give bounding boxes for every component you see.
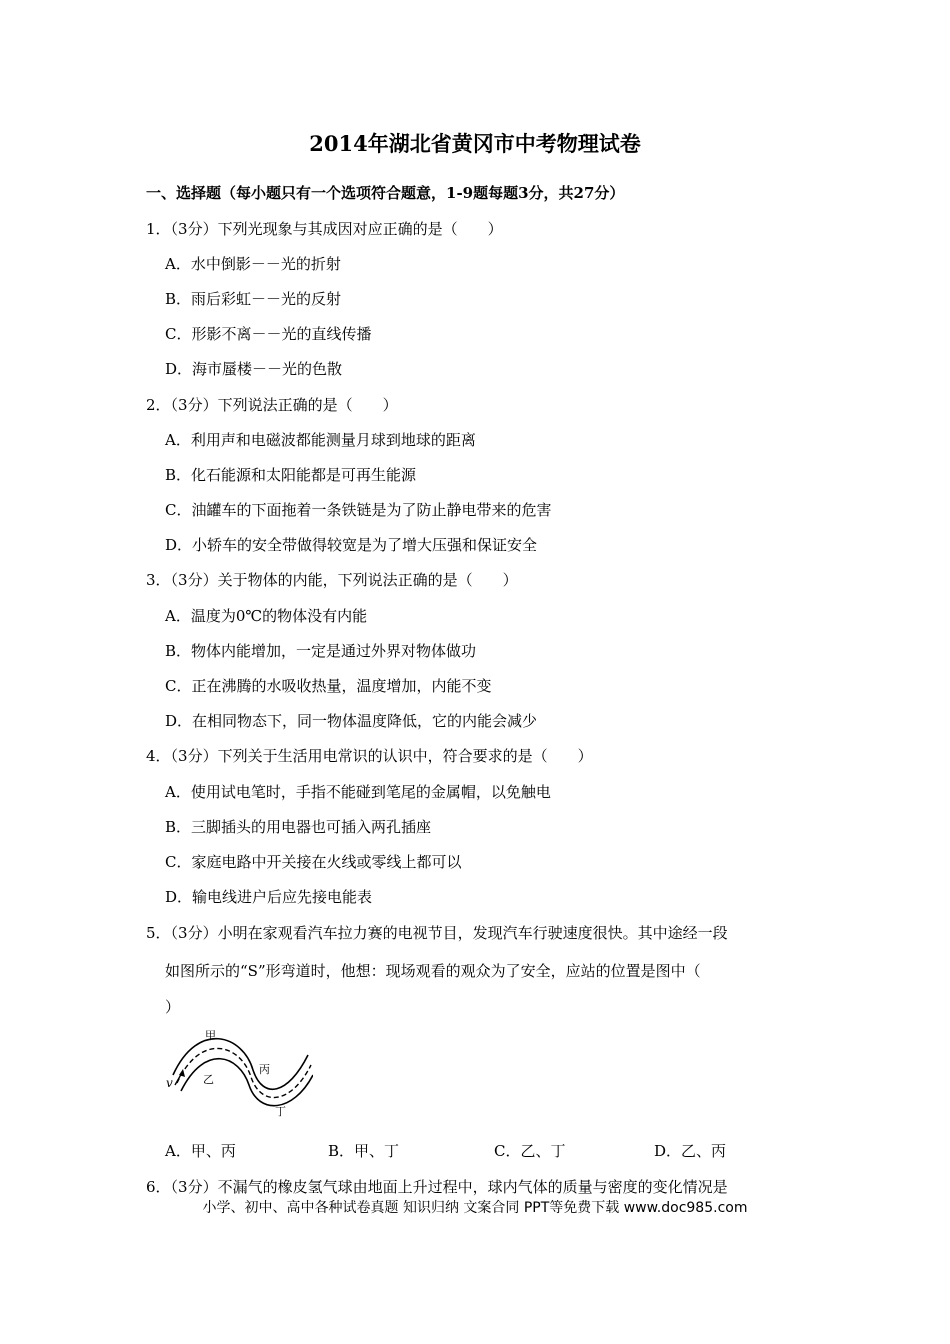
question-2-option-d: D．小轿车的安全带做得较宽是为了增大压强和保证安全 xyxy=(165,536,538,554)
question-5-stem-line-2: 如图所示的“S”形弯道时，他想：现场观看的观众为了安全，应站的位置是图中（ xyxy=(165,962,701,980)
page-footer: 小学、初中、高中各种试卷真题 知识归纳 文案合同 PPT等免费下载 www.doc985.com xyxy=(202,1200,748,1216)
question-5-option-b: B．甲、丁 xyxy=(328,1142,400,1160)
s-curve-road-diagram xyxy=(163,1025,313,1120)
question-2-stem: 2．（3分）下列说法正确的是（ ） xyxy=(146,396,398,414)
section-heading: 一、选择题（每小题只有一个选项符合题意，1-9题每题3分，共27分） xyxy=(146,184,625,202)
question-4-option-d: D．输电线进户后应先接电能表 xyxy=(165,888,373,906)
road-edge-outer xyxy=(173,1039,308,1090)
question-3-option-d: D．在相同物态下，同一物体温度降低，它的内能会减少 xyxy=(165,712,538,730)
road-edge-inner xyxy=(181,1059,313,1106)
question-1-stem: 1．（3分）下列光现象与其成因对应正确的是（ ） xyxy=(146,220,503,238)
label-jia: 甲 xyxy=(205,1029,216,1042)
question-3-stem: 3．（3分）关于物体的内能，下列说法正确的是（ ） xyxy=(146,571,518,589)
question-3-option-b: B．物体内能增加，一定是通过外界对物体做功 xyxy=(165,642,477,660)
question-3-option-c: C．正在沸腾的水吸收热量，温度增加，内能不变 xyxy=(165,677,492,695)
question-5-stem-line-3: ） xyxy=(165,998,181,1016)
question-1-option-c: C．形影不离－－光的直线传播 xyxy=(165,325,372,343)
label-bing: 丙 xyxy=(259,1063,270,1076)
question-4-option-b: B．三脚插头的用电器也可插入两孔插座 xyxy=(165,818,432,836)
question-4-option-c: C．家庭电路中开关接在火线或零线上都可以 xyxy=(165,853,462,871)
question-4-option-a: A．使用试电笔时，手指不能碰到笔尾的金属帽，以免触电 xyxy=(165,783,551,801)
question-1-option-d: D．海市蜃楼－－光的色散 xyxy=(165,360,343,378)
s-curve-road-figure xyxy=(163,1025,313,1124)
question-5-option-a: A．甲、丙 xyxy=(165,1142,236,1160)
question-2-option-c: C．油罐车的下面拖着一条铁链是为了防止静电带来的危害 xyxy=(165,501,552,519)
question-2-option-a: A．利用声和电磁波都能测量月球到地球的距离 xyxy=(165,431,476,449)
question-5-option-c: C．乙、丁 xyxy=(494,1142,566,1160)
question-1-option-a: A．水中倒影－－光的折射 xyxy=(165,255,341,273)
question-5-stem-line-1: 5．（3分）小明在家观看汽车拉力赛的电视节目，发现汽车行驶速度很快。其中途经一段 xyxy=(146,924,728,942)
question-4-stem: 4．（3分）下列关于生活用电常识的认识中，符合要求的是（ ） xyxy=(146,747,593,765)
label-yi: 乙 xyxy=(203,1073,214,1086)
question-3-option-a: A．温度为0℃的物体没有内能 xyxy=(165,607,368,625)
question-6-stem: 6．（3分）不漏气的橡皮氢气球由地面上升过程中，球内气体的质量与密度的变化情况是 xyxy=(146,1178,728,1196)
label-ding: 丁 xyxy=(275,1105,286,1118)
question-1-option-b: B．雨后彩虹－－光的反射 xyxy=(165,290,342,308)
page-title: 2014年湖北省黄冈市中考物理试卷 xyxy=(309,131,641,156)
question-5-option-d: D．乙、丙 xyxy=(654,1142,727,1160)
question-2-option-b: B．化石能源和太阳能都是可再生能源 xyxy=(165,466,417,484)
label-v: v xyxy=(166,1076,173,1090)
